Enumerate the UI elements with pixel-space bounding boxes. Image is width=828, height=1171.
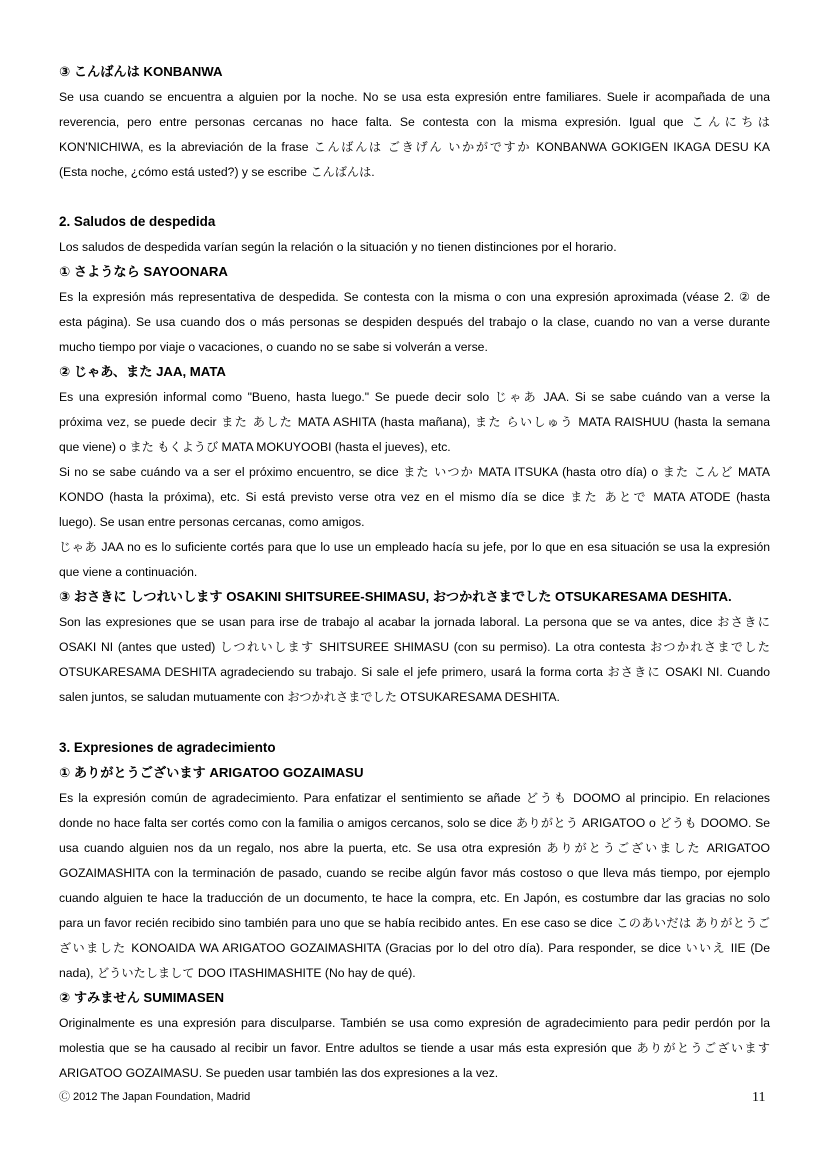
paragraph-line: usa cuando alguien nos da un regalo, nos abre la puerta, etc. Se usa otra expresión ありがとうございました ARIGATOO bbox=[59, 841, 770, 855]
paragraph-line: que viene) o また もくようび MATA MOKUYOOBI (hasta el jueves), etc. bbox=[59, 440, 451, 454]
paragraph-line: Si no se sabe cuándo va a ser el próximo encuentro, se dice また いつか MATA ITSUKA (hasta otro día) o また こんど MATA bbox=[59, 465, 770, 479]
paragraph-line: Se usa cuando se encuentra a alguien por la noche. No se usa esta expresión entre familiares. Suele ir acompañada de una bbox=[59, 90, 770, 104]
paragraph-line: KONDO (hasta la próxima), etc. Si está previsto verse otra vez en el mismo día se dice また あとで MATA ATODE (hasta bbox=[59, 490, 770, 504]
konbanwa-heading: ③ こんばんは KONBANWA bbox=[59, 64, 223, 79]
paragraph-line: GOZAIMASHITA con la terminación de pasado, cuando se recibe algún favor más costoso o que lleva más tiempo, por ejemplo bbox=[59, 866, 770, 880]
paragraph-line: ざいました KONOAIDA WA ARIGATOO GOZAIMASHITA (Gracias por lo del otro día). Para responder, se dice いいえ IIE (De bbox=[59, 941, 770, 955]
footer-copyright: Ⓒ 2012 The Japan Foundation, Madrid bbox=[59, 1091, 251, 1103]
arigatoo-heading: ① ありがとうございます ARIGATOO GOZAIMASU bbox=[59, 765, 364, 780]
paragraph-line: próxima vez, se puede decir また あした MATA ASHITA (hasta mañana), また らいしゅう MATA RAISHUU (hasta la semana bbox=[59, 415, 770, 429]
paragraph-line: salen juntos, se saludan mutuamente con おつかれさまでした OTSUKARESAMA DESHITA. bbox=[59, 690, 560, 704]
paragraph-line: じゃあ JAA no es lo suficiente cortés para que lo use un empleado hacía su jefe, por lo que en esa situación se usa la expresión bbox=[59, 540, 770, 554]
section-title-agradecimiento: 3. Expresiones de agradecimiento bbox=[59, 740, 276, 755]
paragraph-line: molestia que se ha causado al recibir un favor. Entre adultos se tiende a usar más esta expresión que ありがとうございます bbox=[59, 1041, 770, 1055]
paragraph-line: Es la expresión más representativa de despedida. Se contesta con la misma o con una expresión aproximada (véase 2. ② de bbox=[59, 290, 770, 304]
paragraph-line: mucho tiempo por viaje o vacaciones, o cuando no se sabe si volverán a verse. bbox=[59, 340, 488, 354]
paragraph-line: KON'NICHIWA, es la abreviación de la frase こんばんは ごきげん いかがですか KONBANWA GOKIGEN IKAGA DESU KA bbox=[59, 140, 770, 154]
paragraph-line: nada), どういたしまして DOO ITASHIMASHITE (No hay de qué). bbox=[59, 966, 416, 980]
paragraph-line: Son las expresiones que se usan para irse de trabajo al acabar la jornada laboral. La persona que se va antes, dice おさきに bbox=[59, 615, 770, 629]
jaa-mata-heading: ② じゃあ、また JAA, MATA bbox=[59, 364, 226, 379]
osakini-heading: ③ おさきに しつれいします OSAKINI SHITSUREE-SHIMASU, おつかれさまでした OTSUKARESAMA DESHITA. bbox=[59, 589, 732, 604]
sumimasen-heading: ② すみません SUMIMASEN bbox=[59, 990, 225, 1005]
section-intro: Los saludos de despedida varían según la relación o la situación y no tienen distinciones por el horario. bbox=[59, 240, 617, 254]
paragraph-line: OTSUKARESAMA DESHITA agradeciendo su trabajo. Si sale el jefe primero, usará la forma corta おさきに OSAKI NI. Cuando bbox=[59, 665, 770, 679]
paragraph-line: que viene a continuación. bbox=[59, 565, 198, 579]
paragraph-line: (Esta noche, ¿cómo está usted?) y se escribe こんばんは. bbox=[59, 165, 375, 179]
sayoonara-heading: ① さようなら SAYOONARA bbox=[59, 264, 228, 279]
section-title-despedida: 2. Saludos de despedida bbox=[59, 214, 216, 229]
paragraph-line: cuando alguien te hace la traducción de un documento, te hace la compra, etc. En Japón, es costumbre dar las gracias no solo bbox=[59, 891, 770, 905]
paragraph-line: ARIGATOO GOZAIMASU. Se pueden usar también las dos expresiones a la vez. bbox=[59, 1066, 499, 1080]
paragraph-line: donde no hace falta ser cortés como con la familia o amigos cercanos, solo se dice ありがとう ARIGATOO o どうも DOOMO. Se bbox=[59, 816, 770, 830]
paragraph-line: Originalmente es una expresión para disculparse. También se usa como expresión de agradecimiento para pedir perdón por la bbox=[59, 1016, 770, 1030]
page-number: 11 bbox=[752, 1090, 766, 1105]
paragraph-line: luego). Se usan entre personas cercanas, como amigos. bbox=[59, 515, 365, 529]
paragraph-line: reverencia, pero entre personas cercanas no hace falta. Se contesta con la misma expresión. Igual que こんにちは bbox=[59, 115, 770, 129]
paragraph-line: Es una expresión informal como "Bueno, hasta luego." Se puede decir solo じゃあ JAA. Si se sabe cuándo van a verse la bbox=[59, 390, 770, 404]
paragraph-line: OSAKI NI (antes que usted) しつれいします SHITSUREE SHIMASU (con su permiso). La otra contesta おつかれさまでした bbox=[59, 640, 770, 654]
paragraph-line: esta página). Se usa cuando dos o más personas se despiden después del trabajo o la clase, cuando no van a verse durante bbox=[59, 315, 770, 329]
paragraph-line: para un favor recién recibido sino también para uno que se había recibido antes. En ese caso se dice このあいだは ありがとうご bbox=[59, 916, 770, 930]
paragraph-line: Es la expresión común de agradecimiento. Para enfatizar el sentimiento se añade どうも DOOMO al principio. En relaciones bbox=[59, 791, 770, 805]
